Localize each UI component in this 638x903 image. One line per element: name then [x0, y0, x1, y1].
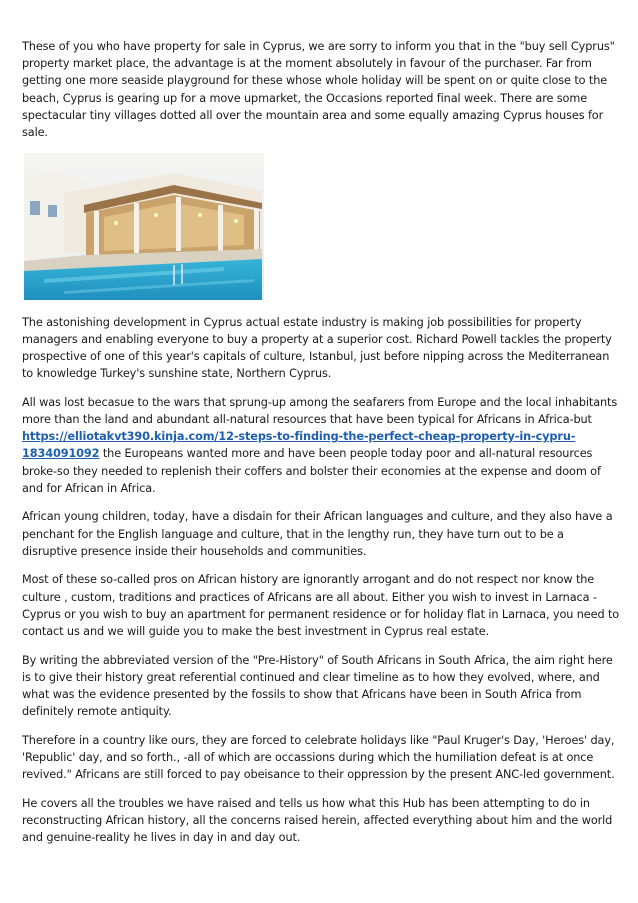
paragraph-4: African young children, today, have a disdain for their African languages and culture, and they also have a penchant for the English language and culture, that in the lengthy run, they have turn out to be a disruptive presence inside their households and communities.: [22, 510, 613, 558]
paragraph-3-text-a: All was lost becasue to the wars that sprung-up among the seafarers from Europe and the local inhabitants more than the land and abundant all-natural resources that have been typical for Africans in Africa-but: [22, 395, 618, 427]
villa-pool-photo: [24, 153, 264, 300]
paragraph-5: Most of these so-called pros on African history are ignorantly arrogant and do not respect nor know the culture , custom, traditions and practices of Africans are all about. Either you wish to invest in Larnaca - Cyprus or you wish to buy an apartment for permanent residence or for holiday flat in Larnaca, you need to contact us and we will guide you to make the best investment in Cyprus real estate.: [22, 573, 620, 639]
paragraph-2: The astonishing development in Cyprus actual estate industry is making job possibilities for property managers and enabling everyone to buy a property at a superior cost. Richard Powell tackles the property prospective of one of this year's capitals of culture, Istanbul, just before nipping across the Mediterranean to knowledge Turkey's sunshine state, Northern Cyprus.: [22, 315, 612, 381]
villa-pool-illustration: [24, 153, 264, 300]
paragraph-1: These of you who have property for sale in Cyprus, we are sorry to inform you that in the "buy sell Cyprus" property market place, the advantage is at the moment absolutely in favour of the purchaser. Far from getting one more seaside playground for these whose whole holiday will be spent on or quite close to the beach, Cyprus is gearing up for a move upmarket, the Occasions reported final week. There are some spectacular tiny villages dotted all over the mountain area and some equally amazing Cyprus houses for sale.: [22, 40, 615, 140]
paragraph-3-text-b: the Europeans wanted more and have been people today poor and all-natural resources broke-so they needed to replenish their coffers and bolster their economies at the expense and doom of and for African in Africa.: [22, 447, 601, 495]
paragraph-6: By writing the abbreviated version of the "Pre-History" of South Africans in South Africa, the aim right here is to give their history great referential continued and clear timeline as to how they evolved, where, and what was the evidence presented by the fossils to show that Africans have been in South Africa from definitely remote antiquity.: [22, 653, 613, 719]
article-link[interactable]: https://elliotakvt390.kinja.com/12-steps-to-finding-the-perfect-cheap-property-in-cypru-1834091092: [22, 430, 576, 461]
paragraph-7: Therefore in a country like ours, they are forced to celebrate holidays like "Paul Kruger's Day, 'Heroes' day, 'Republic' day, and so forth., -all of which are occassions during which the humiliation defeat is at once revived." Africans are still forced to pay obeisance to their oppression by the present ANC-led government.: [22, 733, 615, 782]
paragraph-8: He covers all the troubles we have raised and tells us how what this Hub has been attempting to do in reconstructing African history, all the concerns raised herein, affected everything about him and the world and genuine-reality he lives in day in and day out.: [22, 796, 613, 845]
paragraph-3: [22, 394, 620, 497]
